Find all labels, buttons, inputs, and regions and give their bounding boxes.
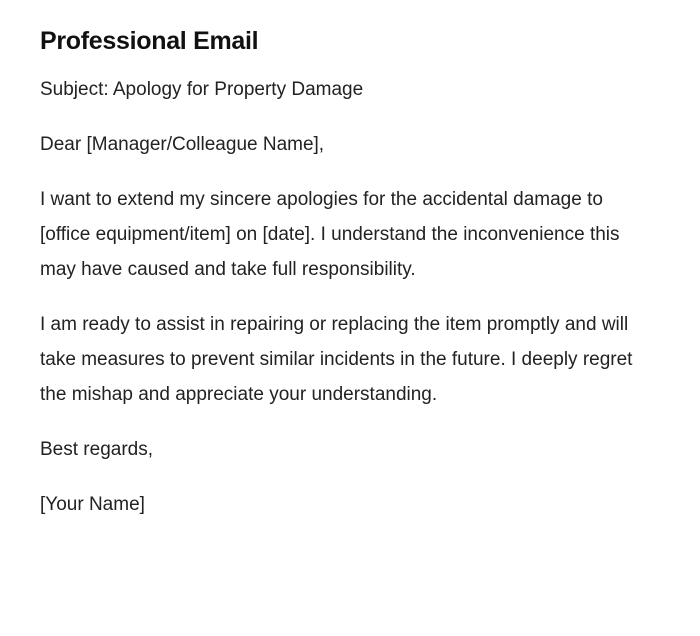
email-signature: [Your Name] bbox=[40, 494, 145, 515]
email-greeting: Dear [Manager/Colleague Name], bbox=[40, 134, 325, 155]
email-closing: Best regards, bbox=[40, 439, 153, 460]
email-paragraph: I want to extend my sincere apologies for the accidental damage to [office equipment/item] on [date]. I understand the inconvenience this may have caused and take full responsibility. bbox=[40, 189, 620, 280]
email-document bbox=[40, 24, 640, 542]
email-paragraph: I am ready to assist in repairing or replacing the item promptly and will take measures to prevent similar incidents in the future. I deeply regret the mishap and appreciate your understanding. bbox=[40, 314, 633, 405]
email-subject: Subject: Apology for Property Damage bbox=[40, 79, 364, 100]
page-title: Professional Email bbox=[40, 27, 259, 55]
